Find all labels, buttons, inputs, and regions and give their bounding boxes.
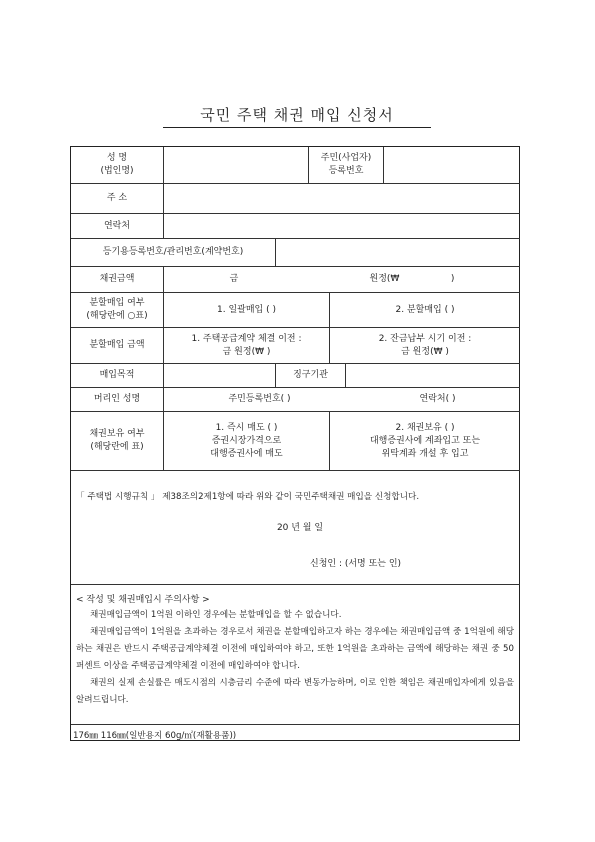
head-id-text: 주민등록번호( )	[228, 394, 291, 404]
agency-label: 징구기관	[276, 364, 346, 388]
notes-list	[76, 607, 514, 709]
address-field[interactable]	[164, 184, 520, 214]
registry-field[interactable]	[276, 239, 520, 267]
split-amount-before-balance[interactable]: 2. 잔금납부 시기 이전 : 금 원정(₩ )	[330, 328, 520, 364]
form-title: 국민 주택 채권 매입 신청서	[200, 106, 394, 124]
split-option-lump[interactable]: 1. 일괄매입 ( )	[164, 293, 330, 328]
paper-spec: 176㎜ 116㎜(일반용지 60g/㎡(재활용품))	[73, 731, 237, 741]
id-field[interactable]	[384, 147, 520, 184]
amount-label: 채권금액	[71, 267, 164, 293]
split-option-divided[interactable]: 2. 분할매입 ( )	[330, 293, 520, 328]
split-amount-label: 분할매입 금액	[71, 328, 164, 364]
note-item: 채권매입금액이 1억원 이하인 경우에는 분할매입을 할 수 없습니다.	[90, 610, 342, 620]
note-item: 채권매입금액이 1억원을 초과하는 경우로서 채권을 분할매입하고자 하는 경우에는 채권매입금액 중 1억원에 해당하는 채권은 반드시 주택공급계약체결 이전에 매입하여야 하고, 또한 1억원을 초과하는 금액에 해당하는 채권 중 50퍼센트 이상을 주택공급계약체결 이전에 매입하여야 합니다.	[76, 627, 514, 671]
address-label: 주 소	[71, 184, 164, 214]
agency-field[interactable]	[346, 364, 520, 388]
applicant-signature[interactable]: 신청인 : (서명 또는 인)	[310, 559, 402, 569]
amount-won-text: 원정(₩ )	[369, 274, 455, 284]
registry-label: 등기용등록번호/관리번호(계약번호)	[71, 239, 276, 267]
note-item: 채권의 실제 손실률은 매도시점의 시층금리 수준에 따라 변동가능하며, 이로 인한 책임은 채권매입자에게 있음을 알려드립니다.	[76, 678, 514, 705]
hold-label: 채권보유 여부 (해당란에 표)	[71, 412, 164, 471]
id-label: 주민(사업자) 등록번호	[309, 147, 384, 184]
amount-currency-text: 금	[229, 274, 239, 284]
purpose-field[interactable]	[164, 364, 276, 388]
name-field[interactable]	[164, 147, 309, 184]
head-name-label: 머리인 성명	[71, 388, 164, 412]
name-label: 성 명 (법인명)	[71, 147, 164, 184]
contact-field[interactable]	[164, 214, 520, 239]
application-date: 20 년 월 일	[276, 523, 324, 533]
amount-field[interactable]	[164, 267, 520, 293]
head-contact-text: 연락처( )	[419, 394, 456, 404]
split-label: 분할매입 여부 (해당란에 ○표)	[71, 293, 164, 328]
contact-label: 연락처	[71, 214, 164, 239]
application-statement: 「 주택법 시행규칙 」 제38조의2제1항에 따라 위와 같이 국민주택채권 매입을 신청합니다.	[76, 492, 420, 502]
hold-option-sell[interactable]: 1. 즉시 매도 ( ) 증권시장가격으로 대행증권사에 매도	[164, 412, 330, 471]
title-underline	[163, 127, 431, 128]
notes-title: < 작성 및 채권매입시 주의사항 >	[76, 595, 210, 605]
hold-option-keep[interactable]: 2. 채권보유 ( ) 대행증권사에 계좌입고 또는 위탁계좌 개설 후 입고	[330, 412, 520, 471]
split-amount-before-contract[interactable]: 1. 주택공급계약 체결 이전 : 금 원정(₩ )	[164, 328, 330, 364]
purpose-label: 매입목적	[71, 364, 164, 388]
head-info-field[interactable]	[164, 388, 520, 412]
